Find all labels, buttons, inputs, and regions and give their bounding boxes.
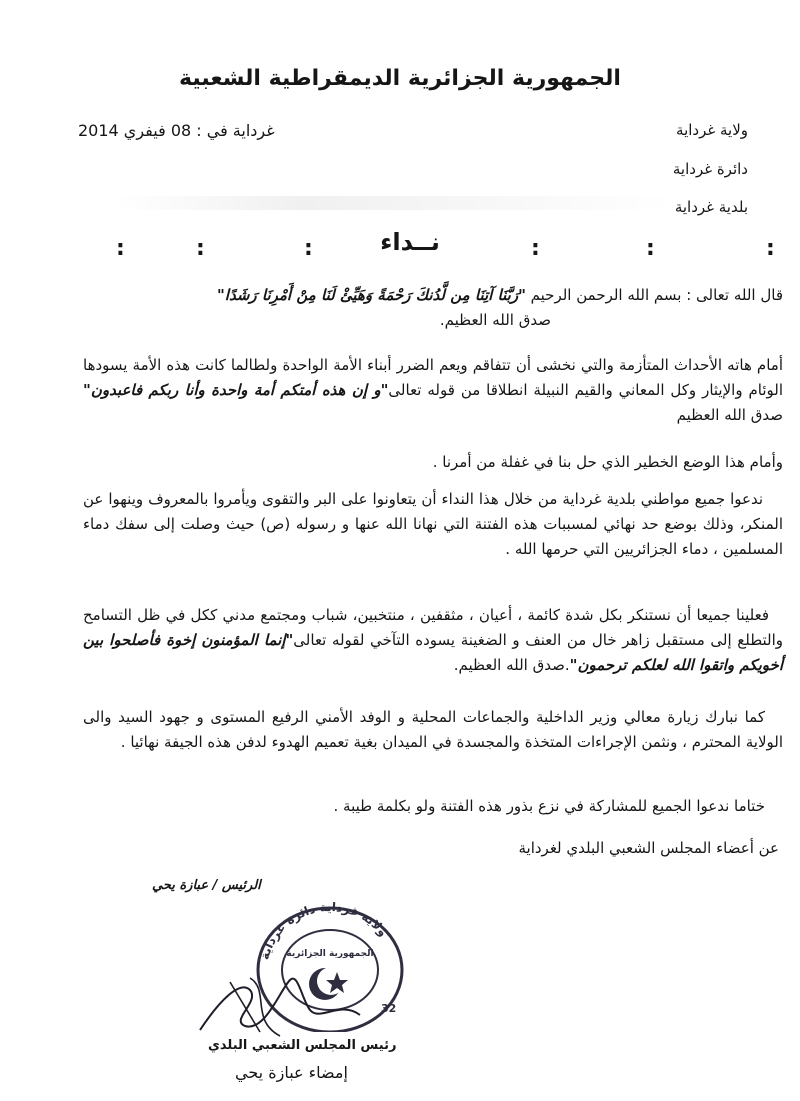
heading-dot: : (196, 236, 205, 261)
heading-dot: : (116, 236, 125, 261)
daira-label: دائرة غرداية (672, 160, 748, 178)
minister-paragraph: كما نبارك زيارة معالي وزير الداخلية والجماعات المحلية و الوفد الأمني الرفيع المستوى و جهود السيد والى الولاية المحترم ، ونثمن الإجراءات المتخذة والمجسدة في الميدان بغية تعميم الهدوء لدفن هذه الجيفة نهائيا . (83, 708, 783, 751)
opening-intro: قال الله تعالى : بسم الله الرحمن الرحيم (525, 286, 783, 304)
stamp-number: 32 (381, 1002, 397, 1015)
stamp-outer-text: ولاية غرداية دائرة غرداية (257, 902, 391, 962)
heading-dot: : (766, 236, 775, 261)
heading-dot: : (646, 236, 655, 261)
stamp-inner-text: الجمهورية الجزائرية (286, 949, 374, 959)
opening-verse: "رَبَّنَا آتِنَا مِن لَّدُنكَ رَحْمَةً وَهَيِّئْ لَنَا مِنْ أَمْرِنَا رَشَدًا" (216, 286, 526, 304)
events-closing: صدق الله العظيم (676, 406, 783, 424)
president-name: الرئيس / عبازة يحي (152, 878, 261, 893)
scan-smudge (115, 196, 675, 210)
opening-closing: صدق الله العظيم. (439, 311, 551, 329)
wilaya-label: ولاية غرداية (676, 121, 748, 139)
situation-paragraph: وأمام هذا الوضع الخطير الذي حل بنا في غفلة من أمرنا . (432, 453, 783, 471)
denounce-text: فعلينا جميعا أن نستنكر بكل شدة كائمة ، أعيان ، مثقفين ، منتخبين، شباب ومجتمع مدني ككل في ظل التسامح والتطلع إلى مستقبل زاهر خال من العنف و الضغينة يسوده التآخي لقوله تعالى (83, 606, 784, 649)
signature-line: إمضاء عبازة يحي (235, 1063, 348, 1082)
document-date: غرداية في : 08 فيفري 2014 (78, 121, 275, 140)
heading-dot: : (531, 236, 540, 261)
events-paragraph (83, 353, 783, 428)
closing-paragraph: ختاما ندعوا الجميع للمشاركة في نزع بذور هذه الفتنة ولو بكلمة طيبة . (333, 797, 765, 815)
council-line: عن أعضاء المجلس الشعبي البلدي لغرداية (518, 839, 779, 857)
appeal-heading: نــداء (380, 228, 440, 256)
baladia-label: بلدية غرداية (674, 198, 748, 216)
republic-title: الجمهورية الجزائرية الديمقراطية الشعبية (179, 66, 621, 91)
stamp-caption: رئيس المجلس الشعبي البلدي (208, 1038, 397, 1053)
quran-opening-paragraph (83, 283, 783, 333)
heading-dot: : (304, 236, 313, 261)
denounce-closing: .صدق الله العظيم. (453, 656, 570, 674)
unity-verse: "و إن هذه أمتكم أمة واحدة وأنا ربكم فاعبدون" (83, 381, 389, 399)
call-paragraph: ندعوا جميع مواطني بلدية غرداية من خلال هذا النداء أن يتعاونوا على البر والتقوى ويأمروا بالمعروف وينهوا عن المنكر، وذلك بوضع حد نهائي لمسببات هذه الفتنة التي نهانا الله عنها و رسوله (ص) حيث وصلت إلى سفك دماء المسلمين ، دماء الجزائريين التي حرمها الله . (83, 490, 783, 558)
events-text: أمام هاته الأحداث المتأزمة والتي نخشى أن تتفاقم ويعم الضرر أبناء الأمة الواحدة ولطالما كانت هذه الأمة يسودها الوئام والإيثار وكل المعاني والقيم النبيلة انطلاقا من قوله تعالى (83, 356, 783, 399)
denounce-paragraph (83, 603, 783, 678)
handwritten-signature (190, 960, 390, 1050)
brotherhood-verse: "إنما المؤمنون إخوة فأصلحوا بين أخويكم واتقوا الله لعلكم ترحمون" (83, 631, 783, 674)
